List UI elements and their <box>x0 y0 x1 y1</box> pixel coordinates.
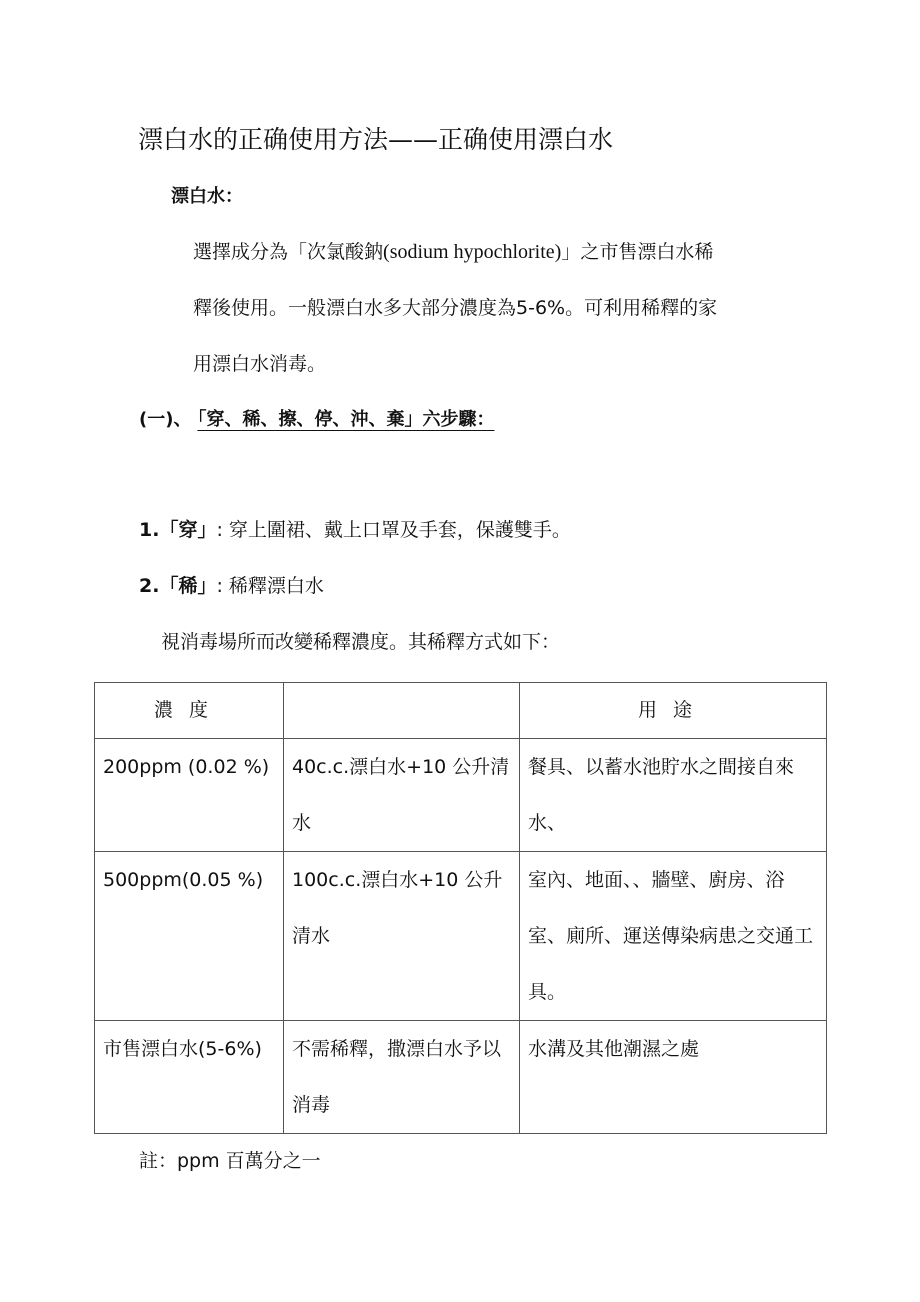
paragraph-text: 選擇成分為「 <box>193 241 308 263</box>
step-item <box>139 572 324 600</box>
table-row <box>95 739 827 852</box>
steps-heading-underlined: 「穿、稀、擦、停、沖、棄」六步驟： <box>197 409 495 430</box>
dilution-intro: 視消毒場所而改變稀釋濃度。其稀釋方式如下： <box>161 631 561 653</box>
page-title: 漂白水的正确使用方法——正确使用漂白水 <box>138 125 614 154</box>
table-header-cell: 濃度 <box>95 683 284 739</box>
chemical-name: (sodium hypochlorite) <box>383 241 562 263</box>
step-label: 2.「稀」 <box>139 575 217 597</box>
table-row <box>95 1021 827 1134</box>
table-header-row <box>95 683 827 739</box>
table-cell: 100c.c.漂白水+10 公升清水 <box>284 852 520 1021</box>
paragraph-line-2: 釋後使用。一般漂白水多大部分濃度為5-6%。可利用稀釋的家 <box>193 297 718 319</box>
paragraph-text: 」之市售漂白水稀 <box>561 241 714 263</box>
section-subheading: 漂白水： <box>171 186 243 207</box>
table-cell: 市售漂白水(5-6%) <box>95 1021 284 1134</box>
steps-heading <box>139 406 496 434</box>
table-cell: 40c.c.漂白水+10 公升清水 <box>284 739 520 852</box>
step-text: : 稀釋漂白水 <box>216 575 324 597</box>
paragraph-line-3: 用漂白水消毒。 <box>193 353 327 375</box>
table-header-cell <box>284 683 520 739</box>
step-text: : 穿上圍裙、戴上口罩及手套，保護雙手。 <box>216 519 571 541</box>
paragraph-line-1 <box>193 238 713 266</box>
table-cell: 餐具、以蓄水池貯水之間接自來水、 <box>520 739 827 852</box>
paragraph-text: 次氯酸鈉 <box>307 241 384 263</box>
table-cell: 不需稀釋，撒漂白水予以消毒 <box>284 1021 520 1134</box>
table-cell: 500ppm(0.05 %) <box>95 852 284 1021</box>
table-header-cell: 用途 <box>520 683 827 739</box>
table-cell: 室內、地面、、牆壁、廚房、浴室、廁所、運送傳染病患之交通工具。 <box>520 852 827 1021</box>
step-item <box>139 516 571 544</box>
steps-heading-prefix: (一)、 <box>139 409 192 430</box>
table-row <box>95 852 827 1021</box>
table-cell: 200ppm (0.02 %) <box>95 739 284 852</box>
step-label: 1.「穿」 <box>139 519 217 541</box>
dilution-table <box>94 682 827 1134</box>
footnote: 註：ppm 百萬分之一 <box>139 1150 321 1172</box>
table-cell: 水溝及其他潮濕之處 <box>520 1021 827 1134</box>
